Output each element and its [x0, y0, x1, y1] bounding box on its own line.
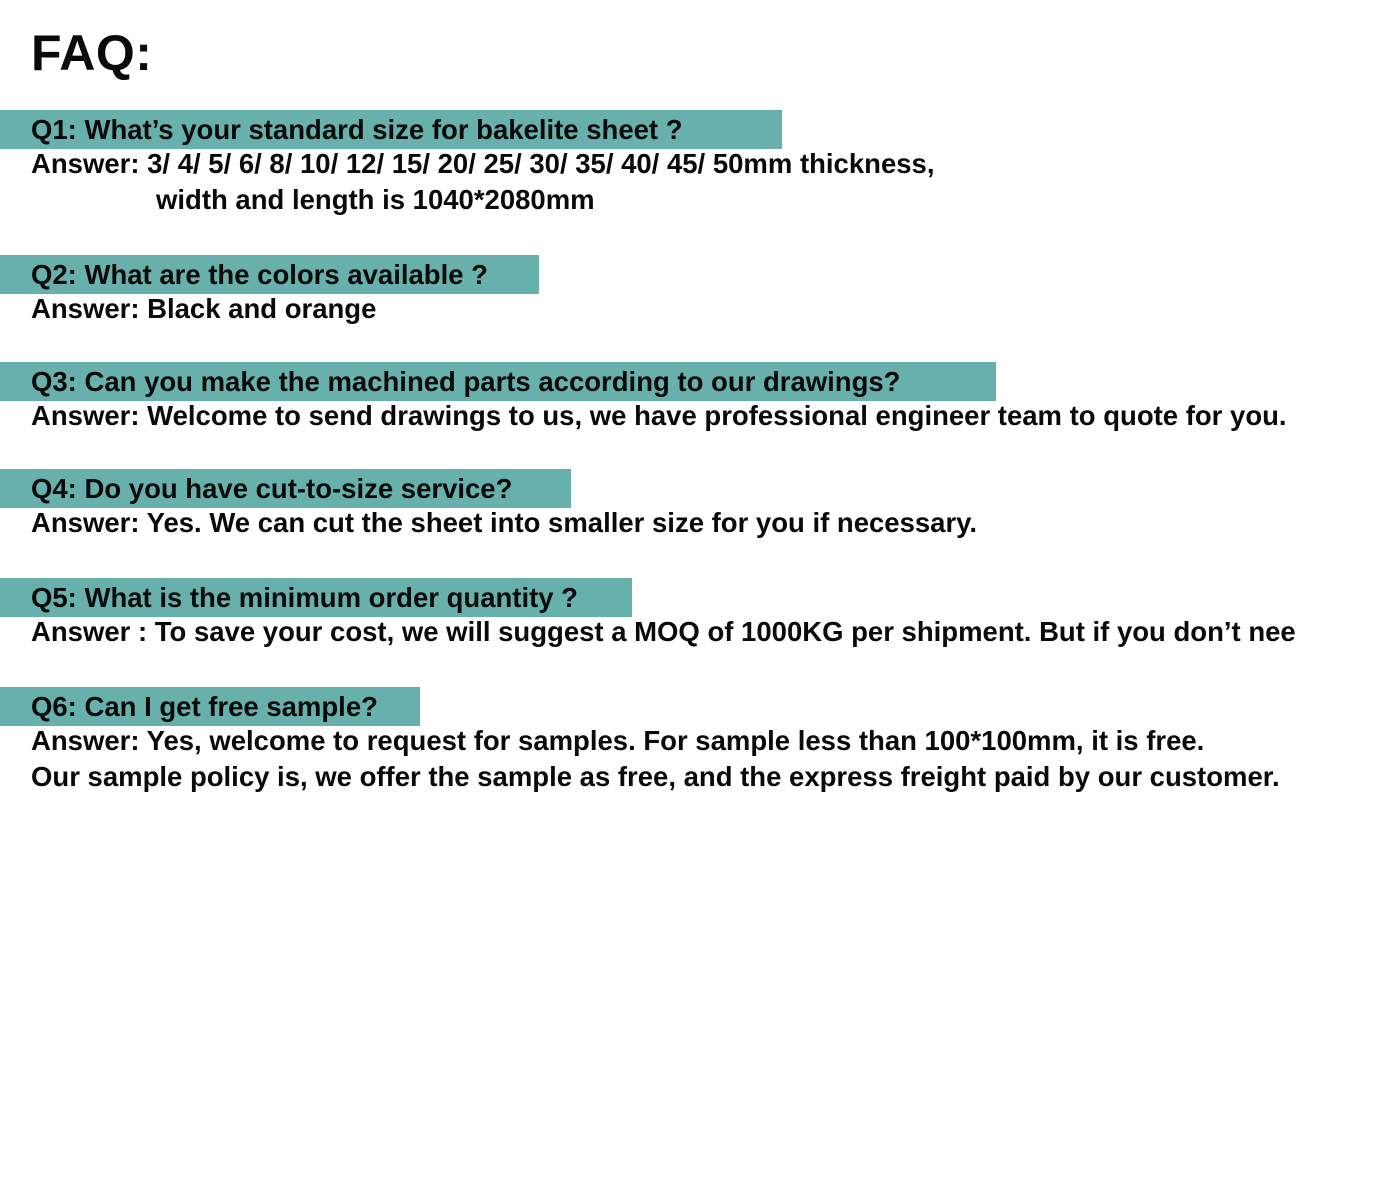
faq-answer-line: width and length is 1040*2080mm	[156, 184, 595, 215]
faq-item-q2	[0, 255, 539, 327]
faq-question: Q4: Do you have cut-to-size service?	[0, 469, 571, 508]
faq-question: Q5: What is the minimum order quantity ?	[0, 578, 632, 617]
faq-answer-line: Answer: Welcome to send drawings to us, we have professional engineer team to quote for you.	[31, 400, 1287, 431]
faq-question: Q6: Can I get free sample?	[0, 687, 420, 726]
faq-question: Q1: What’s your standard size for bakelite sheet ?	[0, 110, 782, 149]
faq-answer-line: Answer : To save your cost, we will suggest a MOQ of 1000KG per shipment. But if you don’t nee	[31, 616, 1296, 647]
faq-item-q5	[0, 578, 1296, 650]
faq-item-q1	[0, 110, 934, 218]
faq-item-q3	[0, 362, 1287, 434]
faq-answer-line: Answer: Black and orange	[31, 293, 377, 324]
faq-item-q4	[0, 469, 977, 541]
faq-answer-line: Our sample policy is, we offer the sample as free, and the express freight paid by our customer.	[31, 761, 1280, 792]
page-title: FAQ:	[31, 25, 153, 81]
faq-answer-line: Answer: 3/ 4/ 5/ 6/ 8/ 10/ 12/ 15/ 20/ 25/ 30/ 35/ 40/ 45/ 50mm thickness,	[31, 148, 935, 179]
faq-question: Q2: What are the colors available ?	[0, 255, 539, 294]
faq-answer-line: Answer: Yes, welcome to request for samples. For sample less than 100*100mm, it is free.	[31, 725, 1205, 756]
faq-answer-line: Answer: Yes. We can cut the sheet into smaller size for you if necessary.	[31, 507, 978, 538]
faq-question: Q3: Can you make the machined parts according to our drawings?	[0, 362, 996, 401]
faq-item-q6	[0, 687, 1280, 795]
